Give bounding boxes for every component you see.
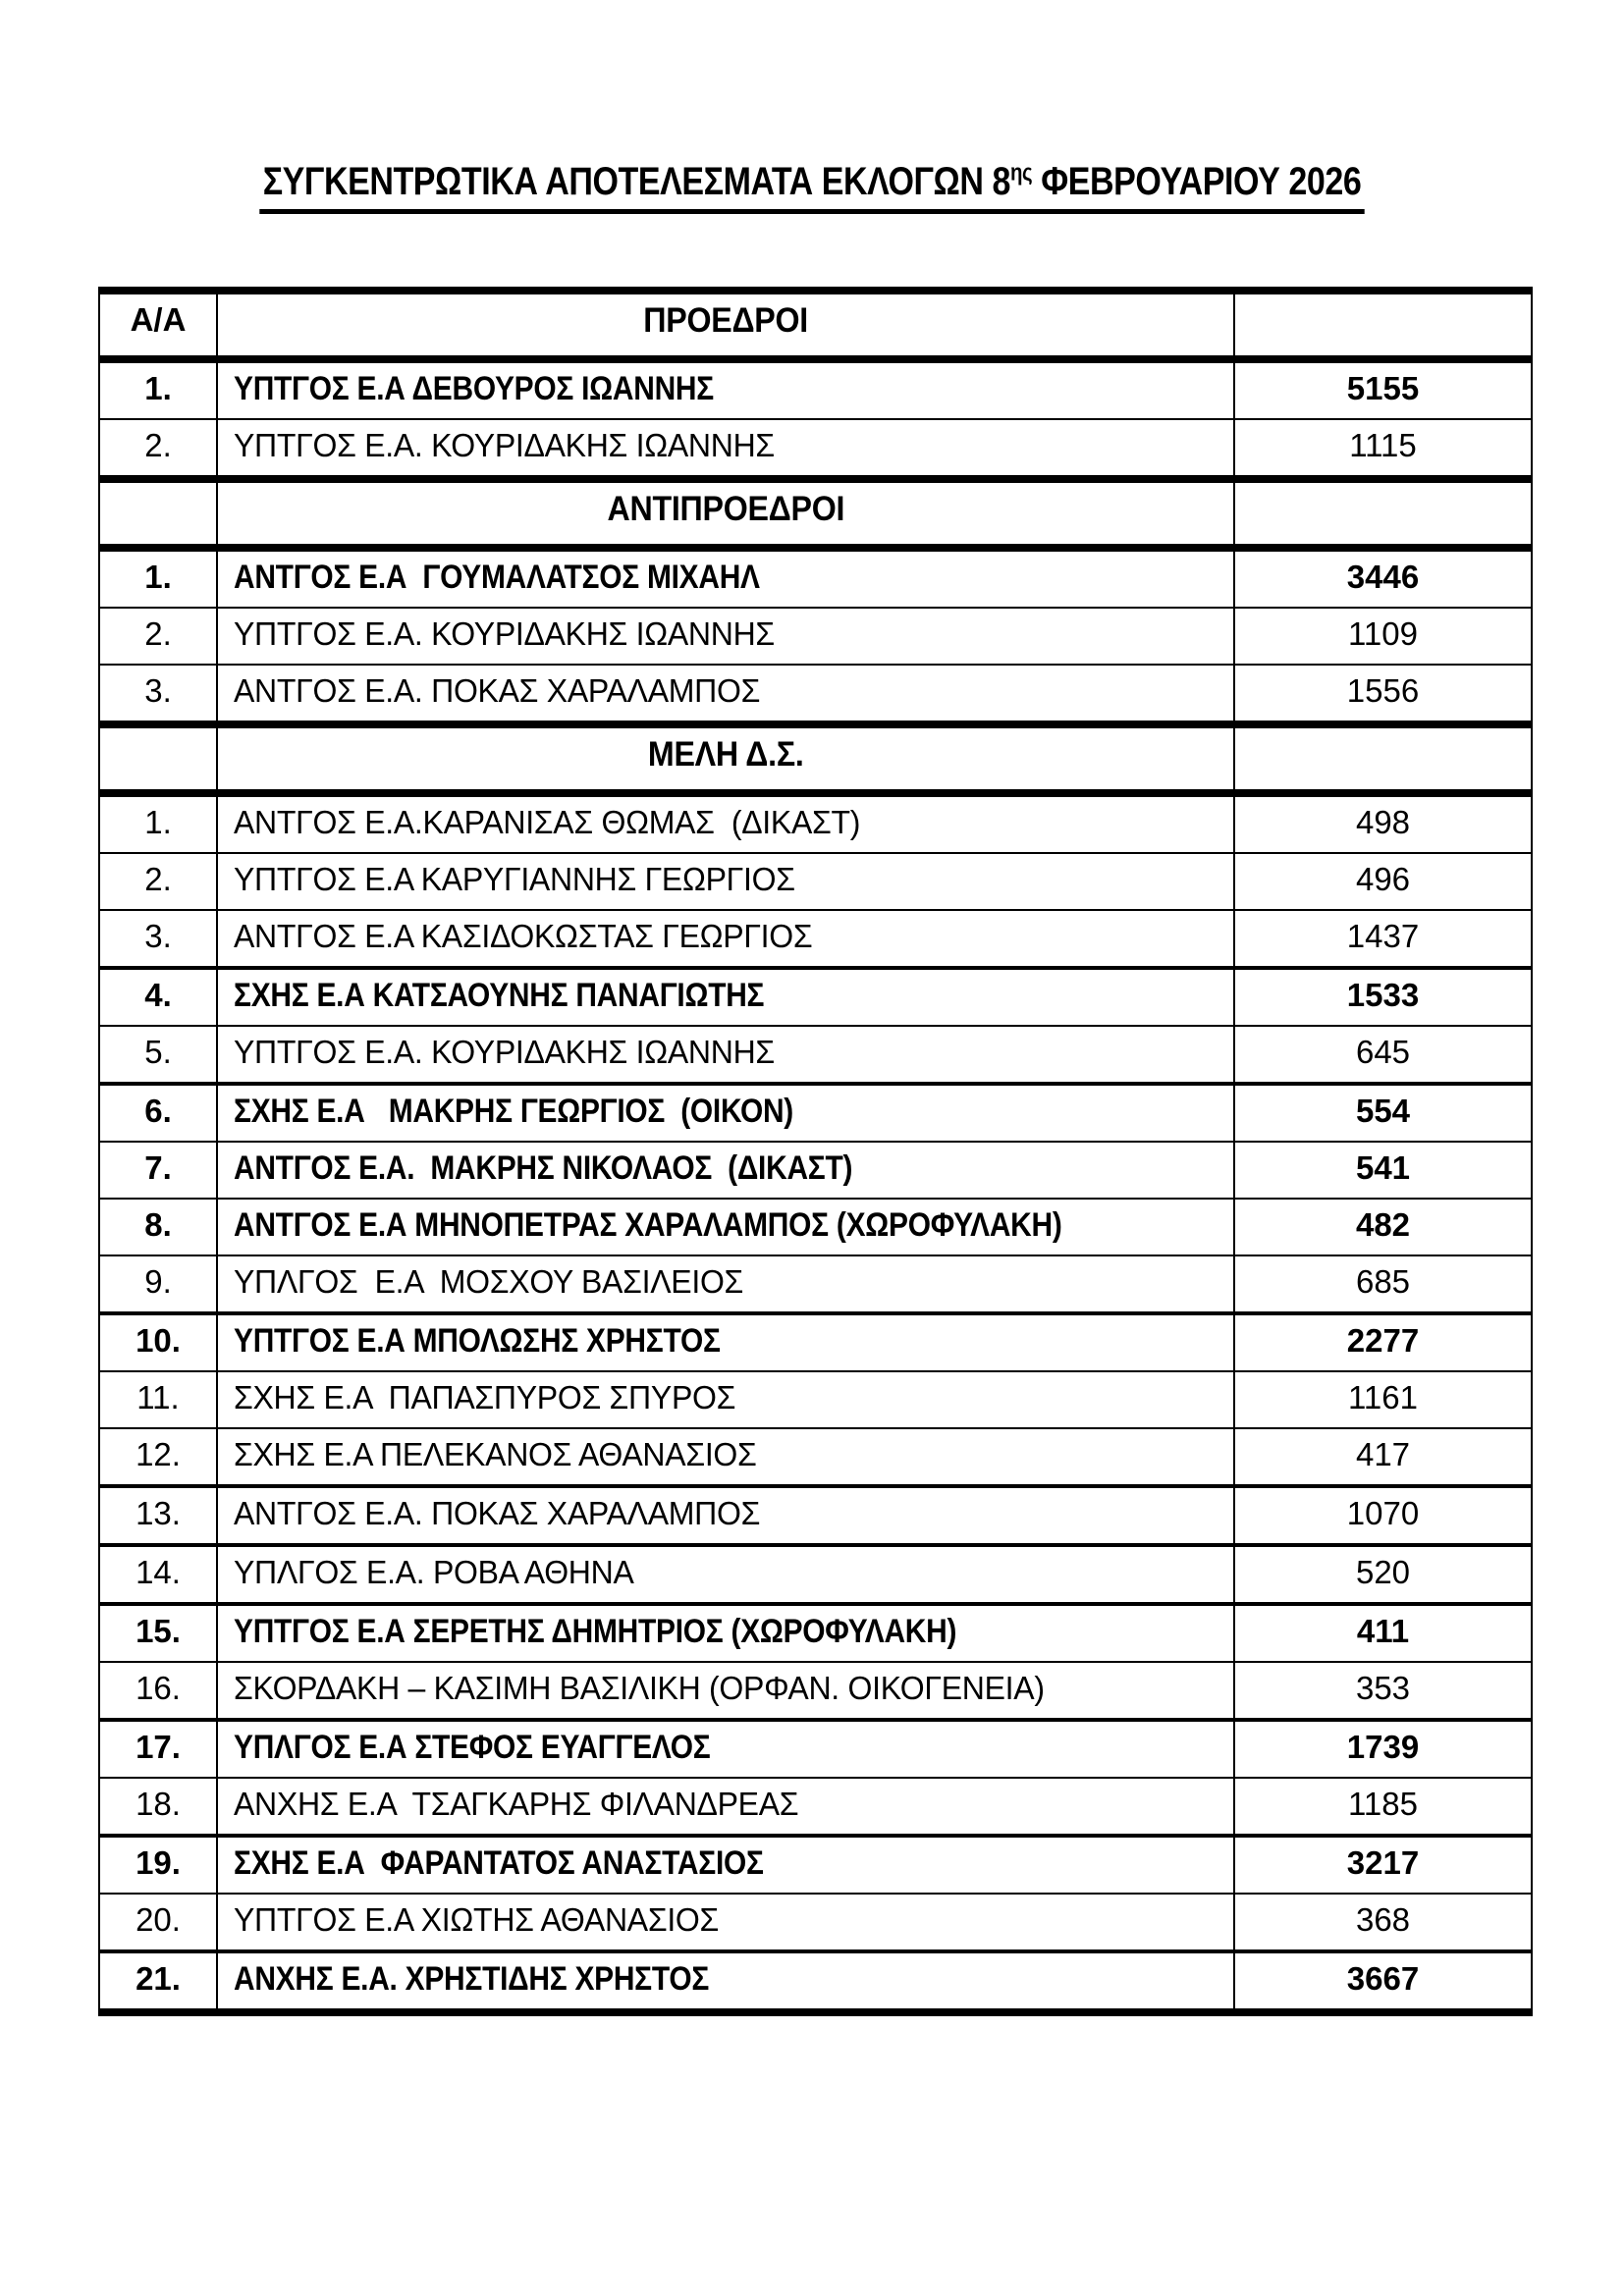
candidate-name-cell <box>216 420 1233 475</box>
candidate-name-cell <box>216 1429 1233 1484</box>
votes-cell: 368 <box>1233 1895 1531 1949</box>
row-index-cell: 18. <box>135 1786 181 1822</box>
candidate-name-cell <box>216 911 1233 966</box>
table-row <box>100 1718 1531 1777</box>
candidate-name-cell <box>216 666 1233 721</box>
candidate-name: ΥΠΛΓΟΣ Ε.Α. ΡΟΒΑ ΑΘΗΝΑ <box>234 1554 634 1590</box>
row-index-cell: 21. <box>135 1960 181 1997</box>
row-index-cell: 7. <box>144 1149 172 1186</box>
candidate-name: ΑΝΧΗΣ Ε.Α. ΧΡΗΣΤΙΔΗΣ ΧΡΗΣΤΟΣ <box>234 1960 710 1998</box>
table-row <box>100 1543 1531 1602</box>
votes-cell: 685 <box>1233 1256 1531 1311</box>
index-header-cell <box>100 483 216 544</box>
votes-cell: 3217 <box>1233 1838 1531 1893</box>
votes-cell: 1161 <box>1233 1372 1531 1427</box>
candidate-name-cell <box>216 1143 1233 1198</box>
votes-cell: 1739 <box>1233 1722 1531 1777</box>
table-row <box>100 1893 1531 1949</box>
votes-cell: 2277 <box>1233 1315 1531 1370</box>
row-index-cell: 17. <box>135 1729 181 1765</box>
candidate-name-cell <box>216 1200 1233 1255</box>
table-row <box>100 1949 1531 2008</box>
row-index-cell: 13. <box>135 1495 181 1531</box>
votes-cell: 520 <box>1233 1547 1531 1602</box>
candidate-name-cell <box>216 1606 1233 1661</box>
page-title-text <box>259 160 1364 214</box>
candidate-name: ΑΝΤΓΟΣ Ε.Α ΜΗΝΟΠΕΤΡΑΣ ΧΑΡΑΛΑΜΠΟΣ (ΧΩΡΟΦΥΛΑΚΗ) <box>234 1206 1062 1244</box>
candidate-name-cell <box>216 552 1233 607</box>
section-title: ΑΝΤΙΠΡΟΕΔΡΟΙ <box>607 490 844 528</box>
candidate-name: ΥΠΤΓΟΣ Ε.Α. ΚΟΥΡΙΔΑΚΗΣ ΙΩΑΝΝΗΣ <box>234 427 775 463</box>
table-row <box>100 1198 1531 1255</box>
candidate-name-cell <box>216 1372 1233 1427</box>
row-index-cell: 1. <box>144 559 172 595</box>
row-index-cell: 16. <box>135 1670 181 1706</box>
candidate-name-cell <box>216 970 1233 1025</box>
candidate-name-cell <box>216 1838 1233 1893</box>
section-title-cell <box>216 483 1233 544</box>
table-row <box>100 1602 1531 1661</box>
candidate-name: ΑΝΤΓΟΣ Ε.Α.ΚΑΡΑΝΙΣΑΣ ΘΩΜΑΣ (ΔΙΚΑΣΤ) <box>234 804 861 840</box>
candidate-name-cell <box>216 1779 1233 1834</box>
votes-header-cell <box>1233 728 1531 789</box>
row-index-cell: 19. <box>135 1844 181 1881</box>
candidate-name-cell <box>216 1663 1233 1718</box>
votes-cell: 411 <box>1233 1606 1531 1661</box>
candidate-name: ΣΧΗΣ Ε.Α ΦΑΡΑΝΤΑΤΟΣ ΑΝΑΣΤΑΣΙΟΣ <box>234 1844 764 1882</box>
candidate-name-cell <box>216 1547 1233 1602</box>
votes-cell: 1109 <box>1233 609 1531 664</box>
votes-cell: 1070 <box>1233 1488 1531 1543</box>
row-index-cell: 15. <box>135 1613 181 1649</box>
section-title: ΠΡΟΕΔΡΟΙ <box>643 301 808 340</box>
row-index-cell: 8. <box>144 1206 172 1243</box>
votes-cell: 3667 <box>1233 1953 1531 2008</box>
votes-cell: 498 <box>1233 797 1531 852</box>
table-row <box>100 852 1531 909</box>
results-table <box>98 287 1533 2016</box>
row-index-cell: 2. <box>144 861 172 897</box>
table-row <box>100 664 1531 721</box>
votes-header-cell <box>1233 294 1531 355</box>
section-header-row <box>100 294 1531 355</box>
candidate-name: ΣΚΟΡΔΑΚΗ – ΚΑΣΙΜΗ ΒΑΣΙΛΙΚΗ (ΟΡΦΑΝ. ΟΙΚΟΓΕΝΕΙΑ) <box>234 1670 1045 1706</box>
row-index-cell: 1. <box>144 370 172 406</box>
table-row <box>100 1311 1531 1370</box>
section-header-row <box>100 721 1531 789</box>
votes-cell: 496 <box>1233 854 1531 909</box>
section-title-cell <box>216 728 1233 789</box>
candidate-name-cell <box>216 797 1233 852</box>
page-title <box>0 160 1624 214</box>
row-index-cell: 6. <box>144 1093 172 1129</box>
row-index-cell: 4. <box>144 977 172 1013</box>
table-row <box>100 1484 1531 1543</box>
table-row <box>100 1255 1531 1311</box>
candidate-name-cell <box>216 1895 1233 1949</box>
candidate-name: ΥΠΤΓΟΣ Ε.Α. ΚΟΥΡΙΔΑΚΗΣ ΙΩΑΝΝΗΣ <box>234 615 775 652</box>
row-index-cell: 11. <box>136 1379 180 1415</box>
candidate-name: ΑΝΧΗΣ Ε.Α ΤΣΑΓΚΑΡΗΣ ΦΙΛΑΝΔΡΕΑΣ <box>234 1786 799 1822</box>
section-header-row <box>100 475 1531 544</box>
index-header-cell: Α/Α <box>130 301 187 338</box>
table-row <box>100 789 1531 852</box>
table-row <box>100 909 1531 966</box>
row-index-cell: 3. <box>144 918 172 954</box>
candidate-name: ΥΠΤΓΟΣ Ε.Α ΚΑΡΥΓΙΑΝΝΗΣ ΓΕΩΡΓΙΟΣ <box>234 861 795 897</box>
table-row <box>100 544 1531 607</box>
candidate-name: ΣΧΗΣ Ε.Α ΠΑΠΑΣΠΥΡΟΣ ΣΠΥΡΟΣ <box>234 1379 736 1415</box>
row-index-cell: 20. <box>135 1901 181 1938</box>
candidate-name-cell <box>216 854 1233 909</box>
votes-cell: 554 <box>1233 1086 1531 1141</box>
votes-cell: 1533 <box>1233 970 1531 1025</box>
table-row <box>100 1141 1531 1198</box>
candidate-name: ΥΠΤΓΟΣ Ε.Α ΜΠΟΛΩΣΗΣ ΧΡΗΣΤΟΣ <box>234 1322 721 1360</box>
votes-cell: 1437 <box>1233 911 1531 966</box>
candidate-name: ΣΧΗΣ Ε.Α ΜΑΚΡΗΣ ΓΕΩΡΓΙΟΣ (ΟΙΚΟΝ) <box>234 1093 794 1130</box>
row-index-cell: 14. <box>135 1554 181 1590</box>
votes-header-cell <box>1233 483 1531 544</box>
table-row <box>100 1661 1531 1718</box>
votes-cell: 417 <box>1233 1429 1531 1484</box>
row-index-cell: 3. <box>144 672 172 709</box>
candidate-name: ΥΠΤΓΟΣ Ε.Α ΧΙΩΤΗΣ ΑΘΑΝΑΣΙΟΣ <box>234 1901 720 1938</box>
votes-cell: 1185 <box>1233 1779 1531 1834</box>
candidate-name-cell <box>216 609 1233 664</box>
table-row <box>100 966 1531 1025</box>
candidate-name-cell <box>216 1488 1233 1543</box>
index-header-cell <box>100 728 216 789</box>
votes-cell: 645 <box>1233 1027 1531 1082</box>
row-index-cell: 10. <box>135 1322 181 1359</box>
candidate-name: ΥΠΤΓΟΣ Ε.Α ΔΕΒΟΥΡΟΣ ΙΩΑΝΝΗΣ <box>234 370 714 407</box>
row-index-cell: 12. <box>135 1436 181 1472</box>
candidate-name-cell <box>216 1027 1233 1082</box>
candidate-name: ΑΝΤΓΟΣ Ε.Α. ΜΑΚΡΗΣ ΝΙΚΟΛΑΟΣ (ΔΙΚΑΣΤ) <box>234 1149 853 1187</box>
row-index-cell: 1. <box>144 804 172 840</box>
title-superscript: ης <box>1010 159 1033 187</box>
candidate-name: ΑΝΤΓΟΣ Ε.Α. ΠΟΚΑΣ ΧΑΡΑΛΑΜΠΟΣ <box>234 1495 761 1531</box>
table-row <box>100 1834 1531 1893</box>
candidate-name-cell <box>216 1256 1233 1311</box>
candidate-name: ΑΝΤΓΟΣ Ε.Α ΓΟΥΜΑΛΑΤΣΟΣ ΜΙΧΑΗΛ <box>234 559 760 596</box>
table-row <box>100 1082 1531 1141</box>
section-title-cell <box>216 294 1233 355</box>
row-index-cell: 9. <box>144 1263 172 1300</box>
votes-cell: 482 <box>1233 1200 1531 1255</box>
votes-cell: 1115 <box>1233 420 1531 475</box>
candidate-name-cell <box>216 1086 1233 1141</box>
candidate-name-cell <box>216 1953 1233 2008</box>
candidate-name: ΥΠΛΓΟΣ Ε.Α ΜΟΣΧΟΥ ΒΑΣΙΛΕΙΟΣ <box>234 1263 744 1300</box>
section-title: ΜΕΛΗ Δ.Σ. <box>647 735 804 774</box>
votes-cell: 1556 <box>1233 666 1531 721</box>
table-row <box>100 355 1531 418</box>
candidate-name-cell <box>216 363 1233 418</box>
title-prefix: ΣΥΓΚΕΝΤΡΩΤΙΚΑ ΑΠΟΤΕΛΕΣΜΑΤΑ ΕΚΛΟΓΩΝ 8 <box>262 160 1011 203</box>
table-row <box>100 418 1531 475</box>
row-index-cell: 2. <box>144 427 172 463</box>
candidate-name: ΥΠΤΓΟΣ Ε.Α. ΚΟΥΡΙΔΑΚΗΣ ΙΩΑΝΝΗΣ <box>234 1034 775 1070</box>
candidate-name-cell <box>216 1315 1233 1370</box>
candidate-name: ΣΧΗΣ Ε.Α ΚΑΤΣΑΟΥΝΗΣ ΠΑΝΑΓΙΩΤΗΣ <box>234 977 765 1014</box>
row-index-cell: 5. <box>144 1034 172 1070</box>
candidate-name: ΥΠΛΓΟΣ Ε.Α ΣΤΕΦΟΣ ΕΥΑΓΓΕΛΟΣ <box>234 1729 711 1766</box>
candidate-name: ΣΧΗΣ Ε.Α ΠΕΛΕΚΑΝΟΣ ΑΘΑΝΑΣΙΟΣ <box>234 1436 757 1472</box>
table-row <box>100 607 1531 664</box>
table-row <box>100 1025 1531 1082</box>
candidate-name-cell <box>216 1722 1233 1777</box>
votes-cell: 353 <box>1233 1663 1531 1718</box>
votes-cell: 541 <box>1233 1143 1531 1198</box>
row-index-cell: 2. <box>144 615 172 652</box>
candidate-name: ΑΝΤΓΟΣ Ε.Α ΚΑΣΙΔΟΚΩΣΤΑΣ ΓΕΩΡΓΙΟΣ <box>234 918 813 954</box>
candidate-name: ΥΠΤΓΟΣ Ε.Α ΣΕΡΕΤΗΣ ΔΗΜΗΤΡΙΟΣ (ΧΩΡΟΦΥΛΑΚΗ) <box>234 1613 957 1650</box>
table-row <box>100 1427 1531 1484</box>
votes-cell: 3446 <box>1233 552 1531 607</box>
table-row <box>100 1370 1531 1427</box>
candidate-name: ΑΝΤΓΟΣ Ε.Α. ΠΟΚΑΣ ΧΑΡΑΛΑΜΠΟΣ <box>234 672 761 709</box>
title-suffix: ΦΕΒΡΟΥΑΡΙΟΥ 2026 <box>1032 160 1362 203</box>
votes-cell: 5155 <box>1233 363 1531 418</box>
table-row <box>100 1777 1531 1834</box>
